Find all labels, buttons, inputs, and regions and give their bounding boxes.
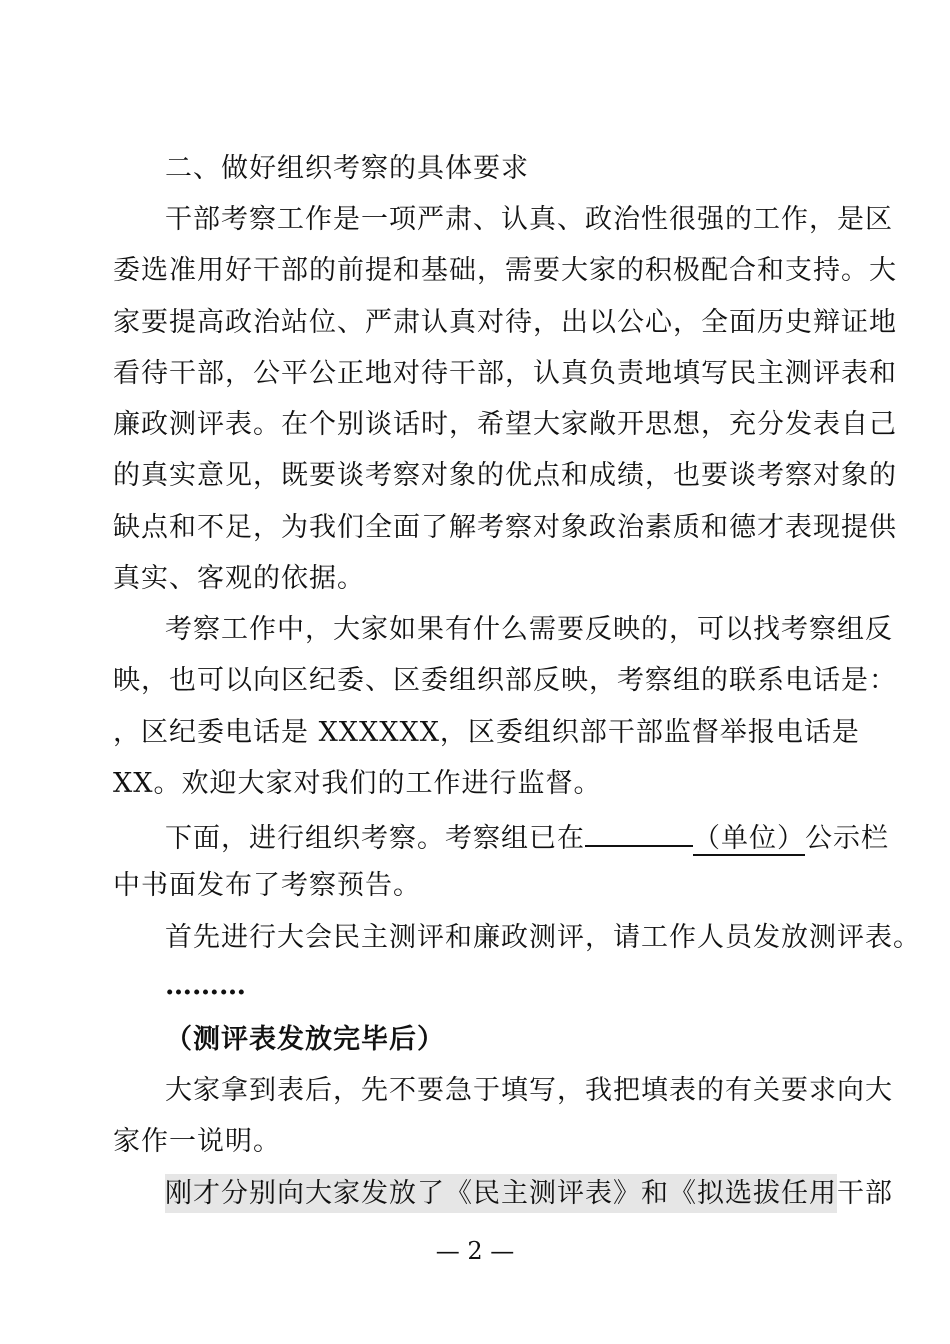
para3-text-before: 下面，进行组织考察。考察组已在 [165,823,585,854]
para3-line2: 中书面发布了考察预告。 [113,870,421,901]
para1-line3: 家要提高政治站位、严肃认真对待，出以公心，全面历史辩证地 [113,307,897,338]
para2-line3: ，区纪委电话是 XXXXXX，区委组织部干部监督举报电话是 [113,717,860,748]
para5-line1: 大家拿到表后，先不要急于填写，我把填表的有关要求向大 [165,1075,893,1106]
para1-line2: 委选准用好干部的前提和基础，需要大家的积极配合和支持。大 [113,255,897,286]
para1-line5: 廉政测评表。在个别谈话时，希望大家敞开思想，充分发表自己 [113,409,897,440]
para1-line8: 真实、客观的依据。 [113,563,365,594]
para1-line4: 看待干部，公平公正地对待干部，认真负责地填写民主测评表和 [113,358,897,389]
page-number: — 2 — [435,1237,515,1265]
para1-line1: 干部考察工作是一项严肃、认真、政治性很强的工作，是区 [165,204,893,235]
bold-note: （测评表发放完毕后） [165,1024,445,1055]
para2-line1: 考察工作中，大家如果有什么需要反映的，可以找考察组反 [165,614,893,645]
para4: 首先进行大会民主测评和廉政测评，请工作人员发放测评表。 [165,922,921,953]
para1-line7: 缺点和不足，为我们全面了解考察对象政治素质和德才表现提供 [113,512,897,543]
para3-line1 [165,821,889,852]
para2-line4: XX。欢迎大家对我们的工作进行监督。 [113,768,602,799]
para1-line6: 的真实意见，既要谈考察对象的优点和成绩，也要谈考察对象的 [113,460,897,491]
para6-highlighted-line: 刚才分别向大家发放了《民主测评表》和《拟选拔任用干部 [165,1174,837,1213]
para3-text-after: 公示栏 [805,823,889,854]
unit-blank-underline [585,821,693,847]
para2-line2: 映，也可以向区纪委、区委组织部反映，考察组的联系电话是： [113,665,897,696]
ellipsis: ……… [165,970,246,1001]
para5-line2: 家作一说明。 [113,1126,281,1157]
section-heading: 二、做好组织考察的具体要求 [165,153,529,184]
unit-label: （单位） [693,823,805,854]
